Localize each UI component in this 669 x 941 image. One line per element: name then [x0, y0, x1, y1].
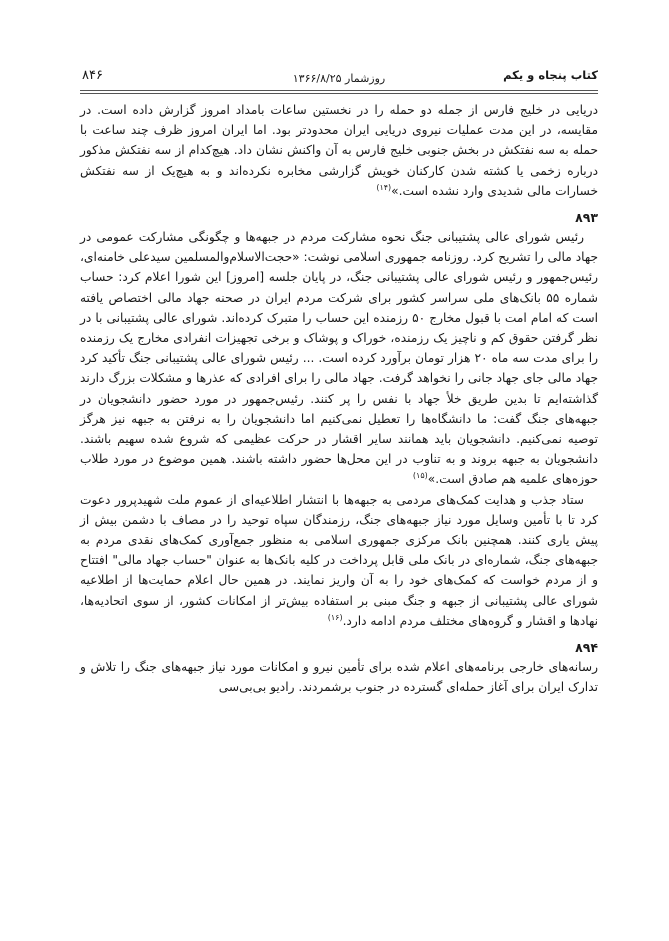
header-double-rule — [80, 90, 598, 94]
entry-paragraph: ستاد جذب و هدایت کمک‌های مردمی به جبهه‌ها با انتشار اطلاعیه‌ای از عموم ملت شهیدپرور دعوت کرد تا با تأمین وسایل مورد نیاز جبهه‌های جنگ، رزمندگان سپاه توحید را در مصاف با دشمن بیش از پیش یاری کنند. همچنین بانک مرکزی جمهوری اسلامی به منظور جمع‌آوری کمک‌های نقدی مردم به جبهه‌های جنگ، شماره‌ای در بانک ملی قابل پرداخت در کلیه بانک‌ها به عنوان "حساب جهاد مالی" افتتاح و از مردم خواست که کمک‌های خود را به آن واریز نمایند. در همین حال اعلام حمایت‌ها از اطلاعیه شورای عالی پشتیبانی از جبهه و جنگ مبنی بر استفاده بیش‌تر از امکانات کشور، از سوی اتحادیه‌ها، نهادها و اقشار و گروه‌های مختلف مردم ادامه دارد.$^{(۱۶)}$ — [80, 492, 598, 628]
running-header — [80, 68, 598, 90]
page-number: ۸۴۶ — [82, 68, 103, 83]
entry-number: ۸۹۴ — [575, 640, 598, 656]
calendar-date-label: روزشمار ۱۳۶۶/۸/۲۵ — [292, 72, 386, 85]
entry-paragraph: رئیس شورای عالی پشتیبانی جنگ نحوه مشارکت مردم در جبهه‌ها و چگونگی مشارکت عمومی در جهاد مالی را تشریح کرد. روزنامه جمهوری اسلامی نوشت: «حجت‌الاسلام‌والمسلمین سیدعلی خامنه‌ای، رئیس‌جمهور و رئیس شورای عالی پشتیبانی جنگ، در پایان جلسه [امروز] این شورا اعلام کرد: حساب شماره ۵۵ بانک‌های ملی سراسر کشور برای شرکت مردم ایران در صحنه جهاد مالی اختصاص یافته است که امام امت با قبول مخارج ۵۰ رزمنده این حساب را متبرک کرده‌اند. شورای عالی پشتیبانی با در نظر گرفتن حقوق کم و ناچیز یک رزمنده، خوراک و پوشاک و برخی تجهیزات انفرادی مخارج یک رزمنده را برای مدت سه ماه ۲۰ هزار تومان برآورد کرده است. ... رئیس شورای عالی پشتیبانی جنگ تأکید کرد جهاد مالی جای جهاد جانی را نخواهد گرفت. جهاد مالی را برای افرادی که عذرها و مشکلات بزرگ دارند گذاشته‌ایم تا بدین طریق خلأ جهاد با نفس را پر کنند. رئیس‌جمهور در مورد حضور دانشجویان در جبهه‌های جنگ گفت: ما دانشگاه‌ها را تعطیل نمی‌کنیم اما دانشجویان را به نرفتن به جبهه نیز هرگز توصیه نمی‌کنیم. دانشجویان باید همانند سایر اقشار در حرکت عظیمی که شروع شده سهیم باشند. دانشجویان به جبهه بروند و به تناوب در این محل‌ها حضور داشته باشند. همین موضوع در مورد طلاب حوزه‌های علمیه هم صادق است.»$^{(۱۵)}$ — [80, 230, 599, 487]
document-page — [80, 68, 598, 697]
footnote-ref: (۱۵) — [412, 471, 428, 481]
entry-number: ۸۹۳ — [575, 210, 598, 226]
book-title: کتاب پنجاه و یکم — [503, 68, 598, 82]
continuation-paragraph: دریایی در خلیج فارس از جمله دو حمله را در نخستین ساعات بامداد امروز گزارش داده است. در مقایسه، در این مدت عملیات نیروی دریایی ایران محدودتر بود. اما ایران امروز ظرف چند ساعت با حمله به سه نفتکش در بخش جنوبی خلیج فارس به آن واکنش نشان داد. هیچ‌کدام از سه نفتکش مذکور درباره زخمی یا کشته شدن کارکنان خویش گزارشی مخابره نکرده‌اند و به هیچ‌یک از سه نفتکش خسارات مالی شدیدی وارد نشده است.»$^{(۱۴)}$ — [80, 103, 598, 198]
document-body — [80, 100, 598, 697]
footnote-ref: (۱۶) — [327, 612, 343, 622]
footnote-ref: (۱۴) — [376, 182, 392, 192]
entry-paragraph: رسانه‌های خارجی برنامه‌های اعلام شده برای تأمین نیرو و امکانات مورد نیاز جبهه‌های جنگ را تلاش و تدارک ایران برای آغاز حمله‌ای گسترده در جنوب برشمردند. رادیو بی‌بی‌سی — [80, 660, 598, 695]
